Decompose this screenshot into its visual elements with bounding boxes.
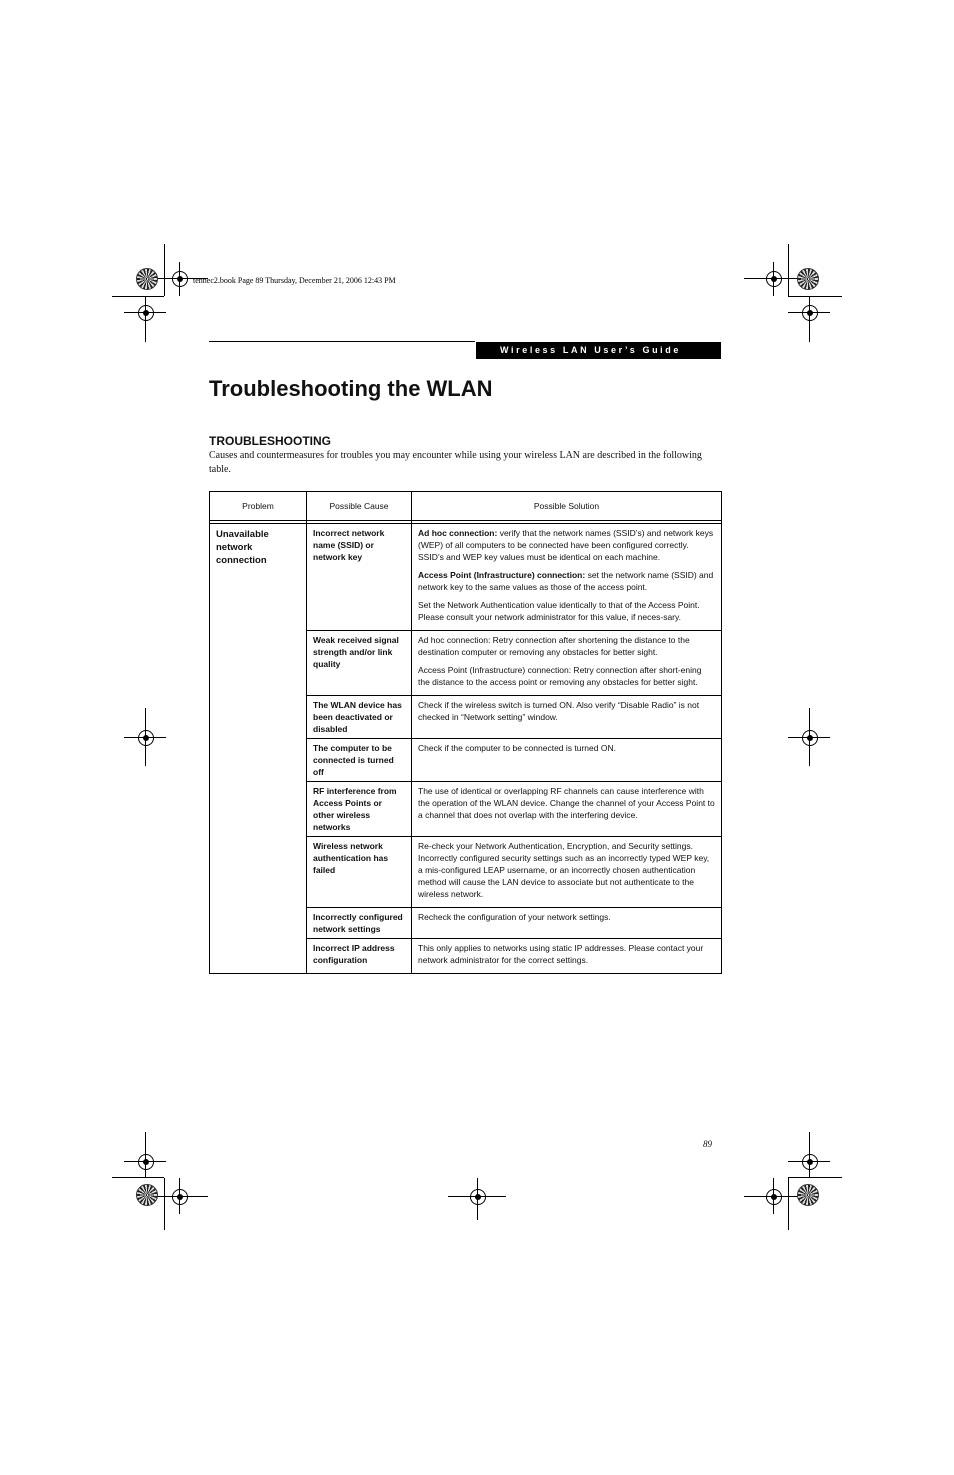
solution-paragraph: [418, 942, 715, 966]
solution-text: set the network name (SSID) and network key to the same values as those of the access point.: [418, 570, 714, 592]
cause-cell: Weak received signal strength and/or link quality: [307, 631, 412, 696]
section-heading: TROUBLESHOOTING: [209, 434, 331, 448]
solution-text: Check if the wireless switch is turned ON. Also verify “Disable Radio” is not checked in “Network setting” window.: [418, 700, 700, 722]
table-header-row: [210, 492, 722, 521]
cause-cell: Incorrect network name (SSID) or network key: [307, 524, 412, 631]
solution-paragraph: [418, 911, 715, 923]
cause-cell: Incorrectly configured network settings: [307, 908, 412, 939]
solution-paragraph: [418, 599, 715, 623]
header-cause: Possible Cause: [307, 492, 412, 521]
solution-paragraph: [418, 527, 715, 563]
solution-cell: [412, 696, 722, 739]
solution-text: This only applies to networks using static IP addresses. Please contact your network administrator for the correct settings.: [418, 943, 704, 965]
solution-text: Access Point (Infrastructure) connection: Retry connection after short-ening the distance to the access point or removing any obstacles for better sight.: [418, 665, 702, 687]
solution-paragraph: [418, 699, 715, 723]
page-title: Troubleshooting the WLAN: [209, 376, 493, 401]
section-intro: Causes and countermeasures for troubles you may encounter while using your wireless LAN are described in the following table.: [209, 450, 702, 475]
header-rule: [209, 341, 475, 342]
solution-cell: [412, 631, 722, 696]
solution-paragraph: [418, 785, 715, 821]
solution-lead: Access Point (Infrastructure) connection:: [418, 570, 586, 580]
header-problem: Problem: [210, 492, 307, 521]
troubleshooting-table: [209, 491, 722, 974]
solution-cell: [412, 782, 722, 837]
cause-cell: RF interference from Access Points or other wireless networks: [307, 782, 412, 837]
cause-cell: Incorrect IP address configuration: [307, 939, 412, 974]
solution-paragraph: [418, 840, 715, 900]
solution-text: verify that the network names (SSID’s) and network keys (WEP) of all computers to be connected have been configured correctly. SSID’s and WEP key values must be identical on each machine.: [418, 528, 714, 562]
solution-paragraph: [418, 742, 715, 754]
problem-cell: Unavailable network connection: [210, 524, 307, 974]
cause-cell: Wireless network authentication has failed: [307, 837, 412, 908]
running-header: Wireless LAN User’s Guide: [476, 342, 721, 359]
solution-text: Re-check your Network Authentication, Encryption, and Security settings. Incorrectly configured security settings such as an incorrectly typed WEP key, a mis-configured LEAP username, or an incorrectly chosen authentication method will cause the LAN device to associate but not authenticate to the wireless network.: [418, 841, 710, 899]
solution-text: Check if the computer to be connected is turned ON.: [418, 743, 616, 753]
solution-paragraph: [418, 664, 715, 688]
solution-cell: [412, 524, 722, 631]
solution-text: Ad hoc connection: Retry connection after shortening the distance to the destination computer or removing any obstacles for better sight.: [418, 635, 690, 657]
solution-cell: [412, 837, 722, 908]
cause-cell: The computer to be connected is turned off: [307, 739, 412, 782]
solution-text: The use of identical or overlapping RF channels can cause interference with the operation of the WLAN device. Change the channel of your Access Point to a channel that does not overlap with the interfering device.: [418, 786, 715, 820]
solution-paragraph: [418, 569, 715, 593]
solution-text: Set the Network Authentication value identically to that of the Access Point. Please consult your network administrator for this value, if neces-sary.: [418, 600, 700, 622]
solution-lead: Ad hoc connection:: [418, 528, 498, 538]
solution-cell: [412, 908, 722, 939]
cause-cell: The WLAN device has been deactivated or disabled: [307, 696, 412, 739]
solution-text: Recheck the configuration of your network settings.: [418, 912, 611, 922]
solution-cell: [412, 739, 722, 782]
page-number: 89: [703, 1139, 712, 1149]
header-solution: Possible Solution: [412, 492, 722, 521]
solution-paragraph: [418, 634, 715, 658]
print-slug: tennec2.book Page 89 Thursday, December 21, 2006 12:43 PM: [193, 276, 396, 285]
table-row: [210, 524, 722, 631]
solution-cell: [412, 939, 722, 974]
